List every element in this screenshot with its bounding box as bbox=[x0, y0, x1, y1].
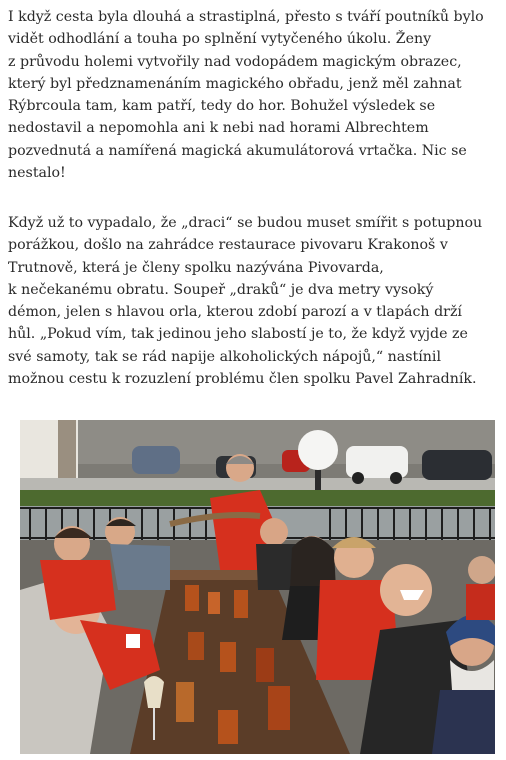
car bbox=[422, 450, 492, 480]
text-line: vidět odhodlání a touha po splnění vytyčeného úkolu. Ženy bbox=[8, 31, 432, 48]
photo-illustration bbox=[20, 420, 495, 754]
article-paragraph-1 bbox=[8, 6, 500, 184]
text-line: možnou cestu k rozuzlení problému člen spolku Pavel Zahradník. bbox=[8, 371, 477, 388]
text-line: pozvednutá a namířená magická akumulátorová vrtačka. Nic se bbox=[8, 142, 467, 159]
text-line: porážkou, došlo na zahrádce restaurace pivovaru Krakonoš v bbox=[8, 237, 448, 254]
text-line: hůl. „Pokud vím, tak jedinou jeho slabostí je to, že když vyjde ze bbox=[8, 326, 468, 343]
text-line: nestalo! bbox=[8, 165, 66, 182]
text-line: Když už to vypadalo, že „draci“ se budou muset smířit s potupnou bbox=[8, 215, 483, 231]
text-line: Rýbrcoula tam, kam patří, tedy do hor. Bohužel výsledek se bbox=[8, 98, 436, 115]
article-photo[interactable] bbox=[20, 420, 495, 754]
text-line: který byl předznamenáním magického obřadu, jenž měl zahnat bbox=[8, 75, 462, 92]
text-line: démon, jelen s hlavou orla, kterou zdobí parozí a v tlapách drží bbox=[8, 304, 462, 321]
text-line: Trutnově, která je členy spolku nazývána Pivovarda, bbox=[8, 259, 384, 276]
text-line: k nečekanému obratu. Soupeř „draků“ je dva metry vysoký bbox=[8, 281, 434, 298]
car bbox=[132, 446, 180, 474]
text-line: z průvodu holemi vytvořily nad vodopádem magickým obrazec, bbox=[8, 53, 462, 70]
article-paragraph-2 bbox=[8, 212, 500, 390]
text-line: nedostavil a nepomohla ani k nebi nad horami Albrechtem bbox=[8, 120, 429, 137]
text-line: I když cesta byla dlouhá a strastiplná, přesto s tváří poutníků bylo bbox=[8, 9, 484, 25]
text-line: své samoty, tak se rád napije alkoholických nápojů,“ nastínil bbox=[8, 348, 441, 365]
lamp bbox=[298, 430, 338, 470]
